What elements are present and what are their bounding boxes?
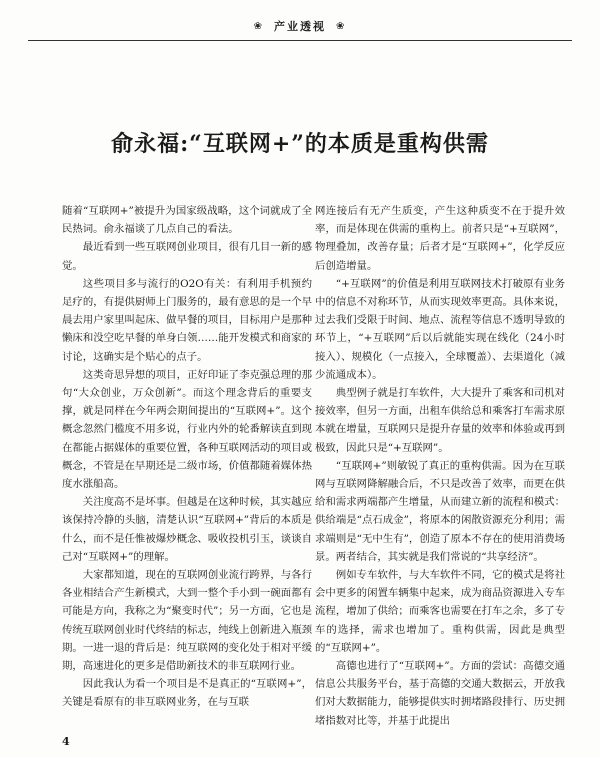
- page-number: 4: [62, 735, 70, 748]
- left-column: [62, 202, 312, 712]
- paragraph: 典型例子就是打车软件，大大提升了乘客和司机对接效率，但另一方面，出租车供给总和乘客打车需求原本就在增量，互联网只是提升存量的效率和体验或再到极致，因此只是“+互联网”。: [315, 387, 565, 454]
- article-title: 俞永福:“互联网+”的本质是重构供需: [111, 130, 489, 157]
- paragraph: 关注度高不是坏事。但越是在这种时候，其实越应该保持冷静的头脑，清楚认识“互联网+”背后的本质是什么，而不是任惟被爆炒概念、吸收投机引玉，谈谈自己对“互联网+”的理解。: [62, 496, 312, 563]
- paragraph: 这些项目多与流行的O2O有关：有利用手机预约足疗的，有提供厨师上门服务的，最有意思的是一个早晨去用户家里叫起床、做早餐的项目，目标用户是那种懒床和没空吃早餐的单身白领……能开发模式和商家的讨论，这确实是个贴心的点子。: [62, 277, 312, 363]
- paragraph: 这类奇思异想的项目，正好印证了李克强总理的那句“大众创业，万众创新”。而这个理念背后的重要支撑，就是同样在今年两会期间提出的“互联网+”。这个概念忽然门槛度不用多说，行业内外的轮番解读直到现在都能占据媒体的重要位置，各种互联网活动的项目或概念，不管是在早期还是二级市场，价值都随着媒体热度水涨船高。: [62, 368, 312, 491]
- running-header: [230, 18, 370, 34]
- paragraph: 高德也进行了“互联网+”。方面的尝试：高德交通信息公共服务平台，基于高德的交通大数据云，开放我们对大数据能力，能够提供实时拥堵路段排行、历史拥堵指数对比等，并基于此提出: [315, 660, 565, 727]
- flower-ornament-icon: ❀: [336, 20, 347, 32]
- paragraph: 最近看到一些互联网创业项目，很有几目一新的感觉。: [62, 241, 312, 272]
- paragraph: 随着“互联网+”被提升为国家级战略，这个词就成了全民热词。俞永福谈了几点自己的看法。: [62, 205, 312, 236]
- header-rule: [28, 40, 572, 41]
- section-title: 产业透视: [274, 20, 326, 33]
- paragraph: “+互联网”的价值是利用互联网技术打破原有业务中的信息不对称环节，从而实现效率更高。具体来说，过去我们受限于时间、地点、流程等信息不透明导致的环节上，“+互联网”后以后就能实现在线化（24小时接入）、规模化（一点接入，全球覆盖）、去渠道化（减少流通成本）。: [315, 277, 565, 381]
- flower-ornament-icon: ❀: [253, 20, 264, 32]
- paragraph: 大家都知道，现在的互联网创业流行跨界，与各行各业相结合产生新模式，大到一整个手小到一碗面都有可能是方向，我称之为“聚变时代”；另一方面，它也是传统互联网创业时代终结的标志，纯线上创新进入瓶颈期。一进一退的背后是：纯互联网的变化处于相对平缓期，高速进化的更多是借助新技术的非互联网行业。: [62, 569, 312, 673]
- paragraph: 例如专车软件，与大车软件不同，它的模式是将社会中更多的闲置车辆集中起来，成为商品资源进入专车流程，增加了供给；而乘客也需要在打车之余，多了专车的选择，需求也增加了。重构供需，因此是典型的“互联网+”。: [315, 569, 565, 654]
- paragraph: 网连接后有无产生质变，产生这种质变不在于提升效率，而是体现在供需的重构上。前者只是“+互联网”，物理叠加，改善存量；后者才是“互联网+”，化学反应后创造增量。: [315, 205, 565, 272]
- paragraph: “互联网+”则敏锐了真正的重构供需。因为在互联网与互联网降解融合后，不只是改善了效率，而更在供给和需求两端都产生增量，从而建立新的流程和模式：供给端是“点石成金”，将原本的闲散资源充分利用；需求端则是“无中生有”，创造了原本不存在的使用消费场景。两者结合，其实就是我们常说的“共享经济”。: [315, 459, 565, 563]
- right-column: [315, 202, 565, 730]
- paragraph: 因此我认为看一个项目是不是真正的“互联网+”，关键是看原有的非互联网业务，在与互联: [62, 678, 312, 709]
